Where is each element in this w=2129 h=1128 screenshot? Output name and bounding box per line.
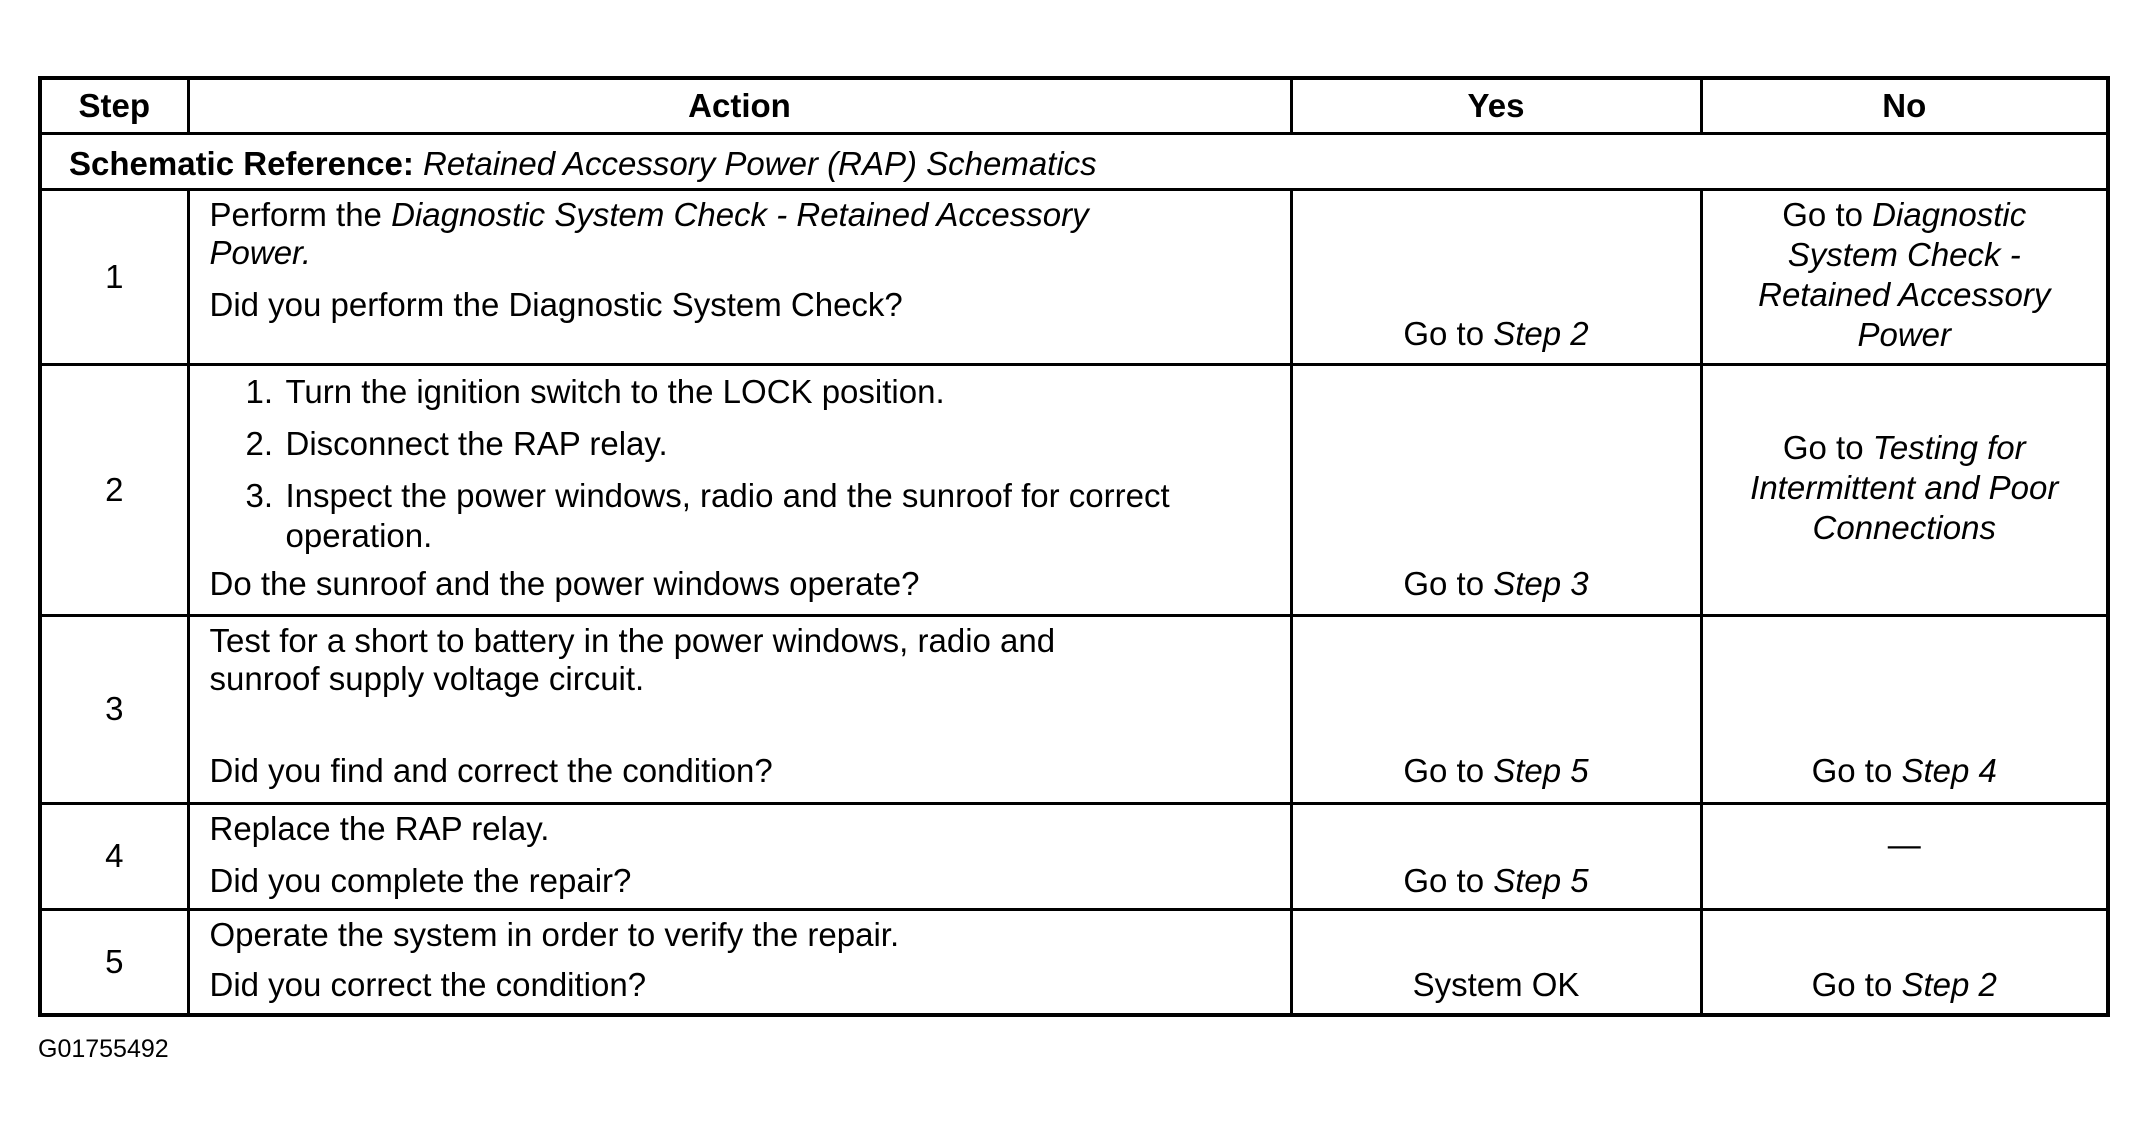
action-question: Did you perform the Diagnostic System Check? bbox=[209, 285, 903, 323]
yes-cell bbox=[1291, 909, 1701, 1015]
action-link-cont[interactable]: Power. bbox=[209, 233, 311, 271]
action-instruction bbox=[210, 195, 1276, 235]
action-instruction: Replace the RAP relay. bbox=[209, 809, 550, 847]
schematic-reference bbox=[40, 133, 2108, 189]
no-result[interactable]: Go to Diagnostic System Check - Retained Accessory Power bbox=[1758, 195, 2051, 353]
no-cell bbox=[1701, 803, 2108, 909]
action-cell bbox=[188, 615, 1291, 803]
figure-id: G01755492 bbox=[38, 1035, 169, 1063]
action-instruction: Test for a short to battery in the power windows, radio and bbox=[209, 621, 1056, 659]
table-row bbox=[40, 364, 2108, 615]
action-link[interactable]: Diagnostic System Check - Retained Accessory bbox=[391, 195, 1089, 233]
action-question: Did you find and correct the condition? bbox=[209, 751, 773, 789]
yes-cell bbox=[1291, 615, 1701, 803]
header-action: Action bbox=[188, 78, 1291, 133]
diagnostic-table bbox=[38, 76, 2110, 1017]
yes-cell bbox=[1291, 189, 1701, 364]
action-list-item: 3. Inspect the power windows, radio and the sunroof for correct operation. bbox=[245, 476, 1170, 554]
no-cell bbox=[1701, 615, 2108, 803]
step-link[interactable]: Step 2 bbox=[1901, 965, 1997, 1003]
step-link[interactable]: Step 4 bbox=[1901, 751, 1997, 789]
step-number: 1 bbox=[40, 189, 188, 364]
no-result[interactable]: Go to Step 4 bbox=[1811, 751, 1997, 789]
table-row bbox=[40, 909, 2108, 1015]
table-row bbox=[40, 803, 2108, 909]
action-list-item: 2. Disconnect the RAP relay. bbox=[245, 424, 668, 462]
yes-result[interactable]: Go to Step 5 bbox=[1403, 861, 1589, 899]
action-cell bbox=[188, 189, 1291, 364]
step-number: 5 bbox=[40, 909, 188, 1015]
yes-result: System OK bbox=[1412, 965, 1580, 1003]
action-question: Did you complete the repair? bbox=[209, 861, 632, 899]
table-header-row bbox=[40, 78, 2108, 133]
header-yes: Yes bbox=[1291, 78, 1701, 133]
header-step: Step bbox=[40, 78, 188, 133]
table-row bbox=[40, 615, 2108, 803]
step-link[interactable]: Step 2 bbox=[1493, 314, 1589, 352]
action-cell bbox=[188, 909, 1291, 1015]
action-cell bbox=[188, 364, 1291, 615]
schematic-reference-link[interactable]: Retained Accessory Power (RAP) Schematics bbox=[423, 145, 1097, 182]
step-number: 3 bbox=[40, 615, 188, 803]
action-cell bbox=[188, 803, 1291, 909]
step-link[interactable]: Step 5 bbox=[1493, 861, 1589, 899]
no-result[interactable]: Go to Step 2 bbox=[1811, 965, 1997, 1003]
action-text: Perform the bbox=[209, 195, 392, 233]
action-instruction: Operate the system in order to verify the repair. bbox=[209, 915, 900, 953]
no-cell bbox=[1701, 909, 2108, 1015]
yes-result[interactable]: Go to Step 5 bbox=[1403, 751, 1589, 789]
step-link[interactable]: Step 5 bbox=[1493, 751, 1589, 789]
yes-cell bbox=[1291, 364, 1701, 615]
step-link[interactable]: Step 3 bbox=[1493, 564, 1589, 602]
header-no: No bbox=[1701, 78, 2108, 133]
no-result-dash: — bbox=[1887, 825, 1921, 863]
step-number: 4 bbox=[40, 803, 188, 909]
yes-result[interactable]: Go to Step 2 bbox=[1403, 314, 1589, 352]
yes-cell bbox=[1291, 803, 1701, 909]
schematic-reference-row bbox=[40, 133, 2108, 189]
schematic-reference-label: Schematic Reference: bbox=[69, 145, 414, 182]
yes-result[interactable]: Go to Step 3 bbox=[1403, 564, 1589, 602]
no-cell bbox=[1701, 189, 2108, 364]
no-result[interactable]: Go to Testing for Intermittent and Poor Connections bbox=[1750, 428, 2059, 546]
action-question: Do the sunroof and the power windows operate? bbox=[209, 564, 920, 602]
step-number: 2 bbox=[40, 364, 188, 615]
action-list-item: 1. Turn the ignition switch to the LOCK position. bbox=[245, 372, 945, 410]
action-instruction: sunroof supply voltage circuit. bbox=[209, 659, 645, 697]
table-row bbox=[40, 189, 2108, 364]
action-question: Did you correct the condition? bbox=[209, 965, 647, 1003]
no-cell bbox=[1701, 364, 2108, 615]
